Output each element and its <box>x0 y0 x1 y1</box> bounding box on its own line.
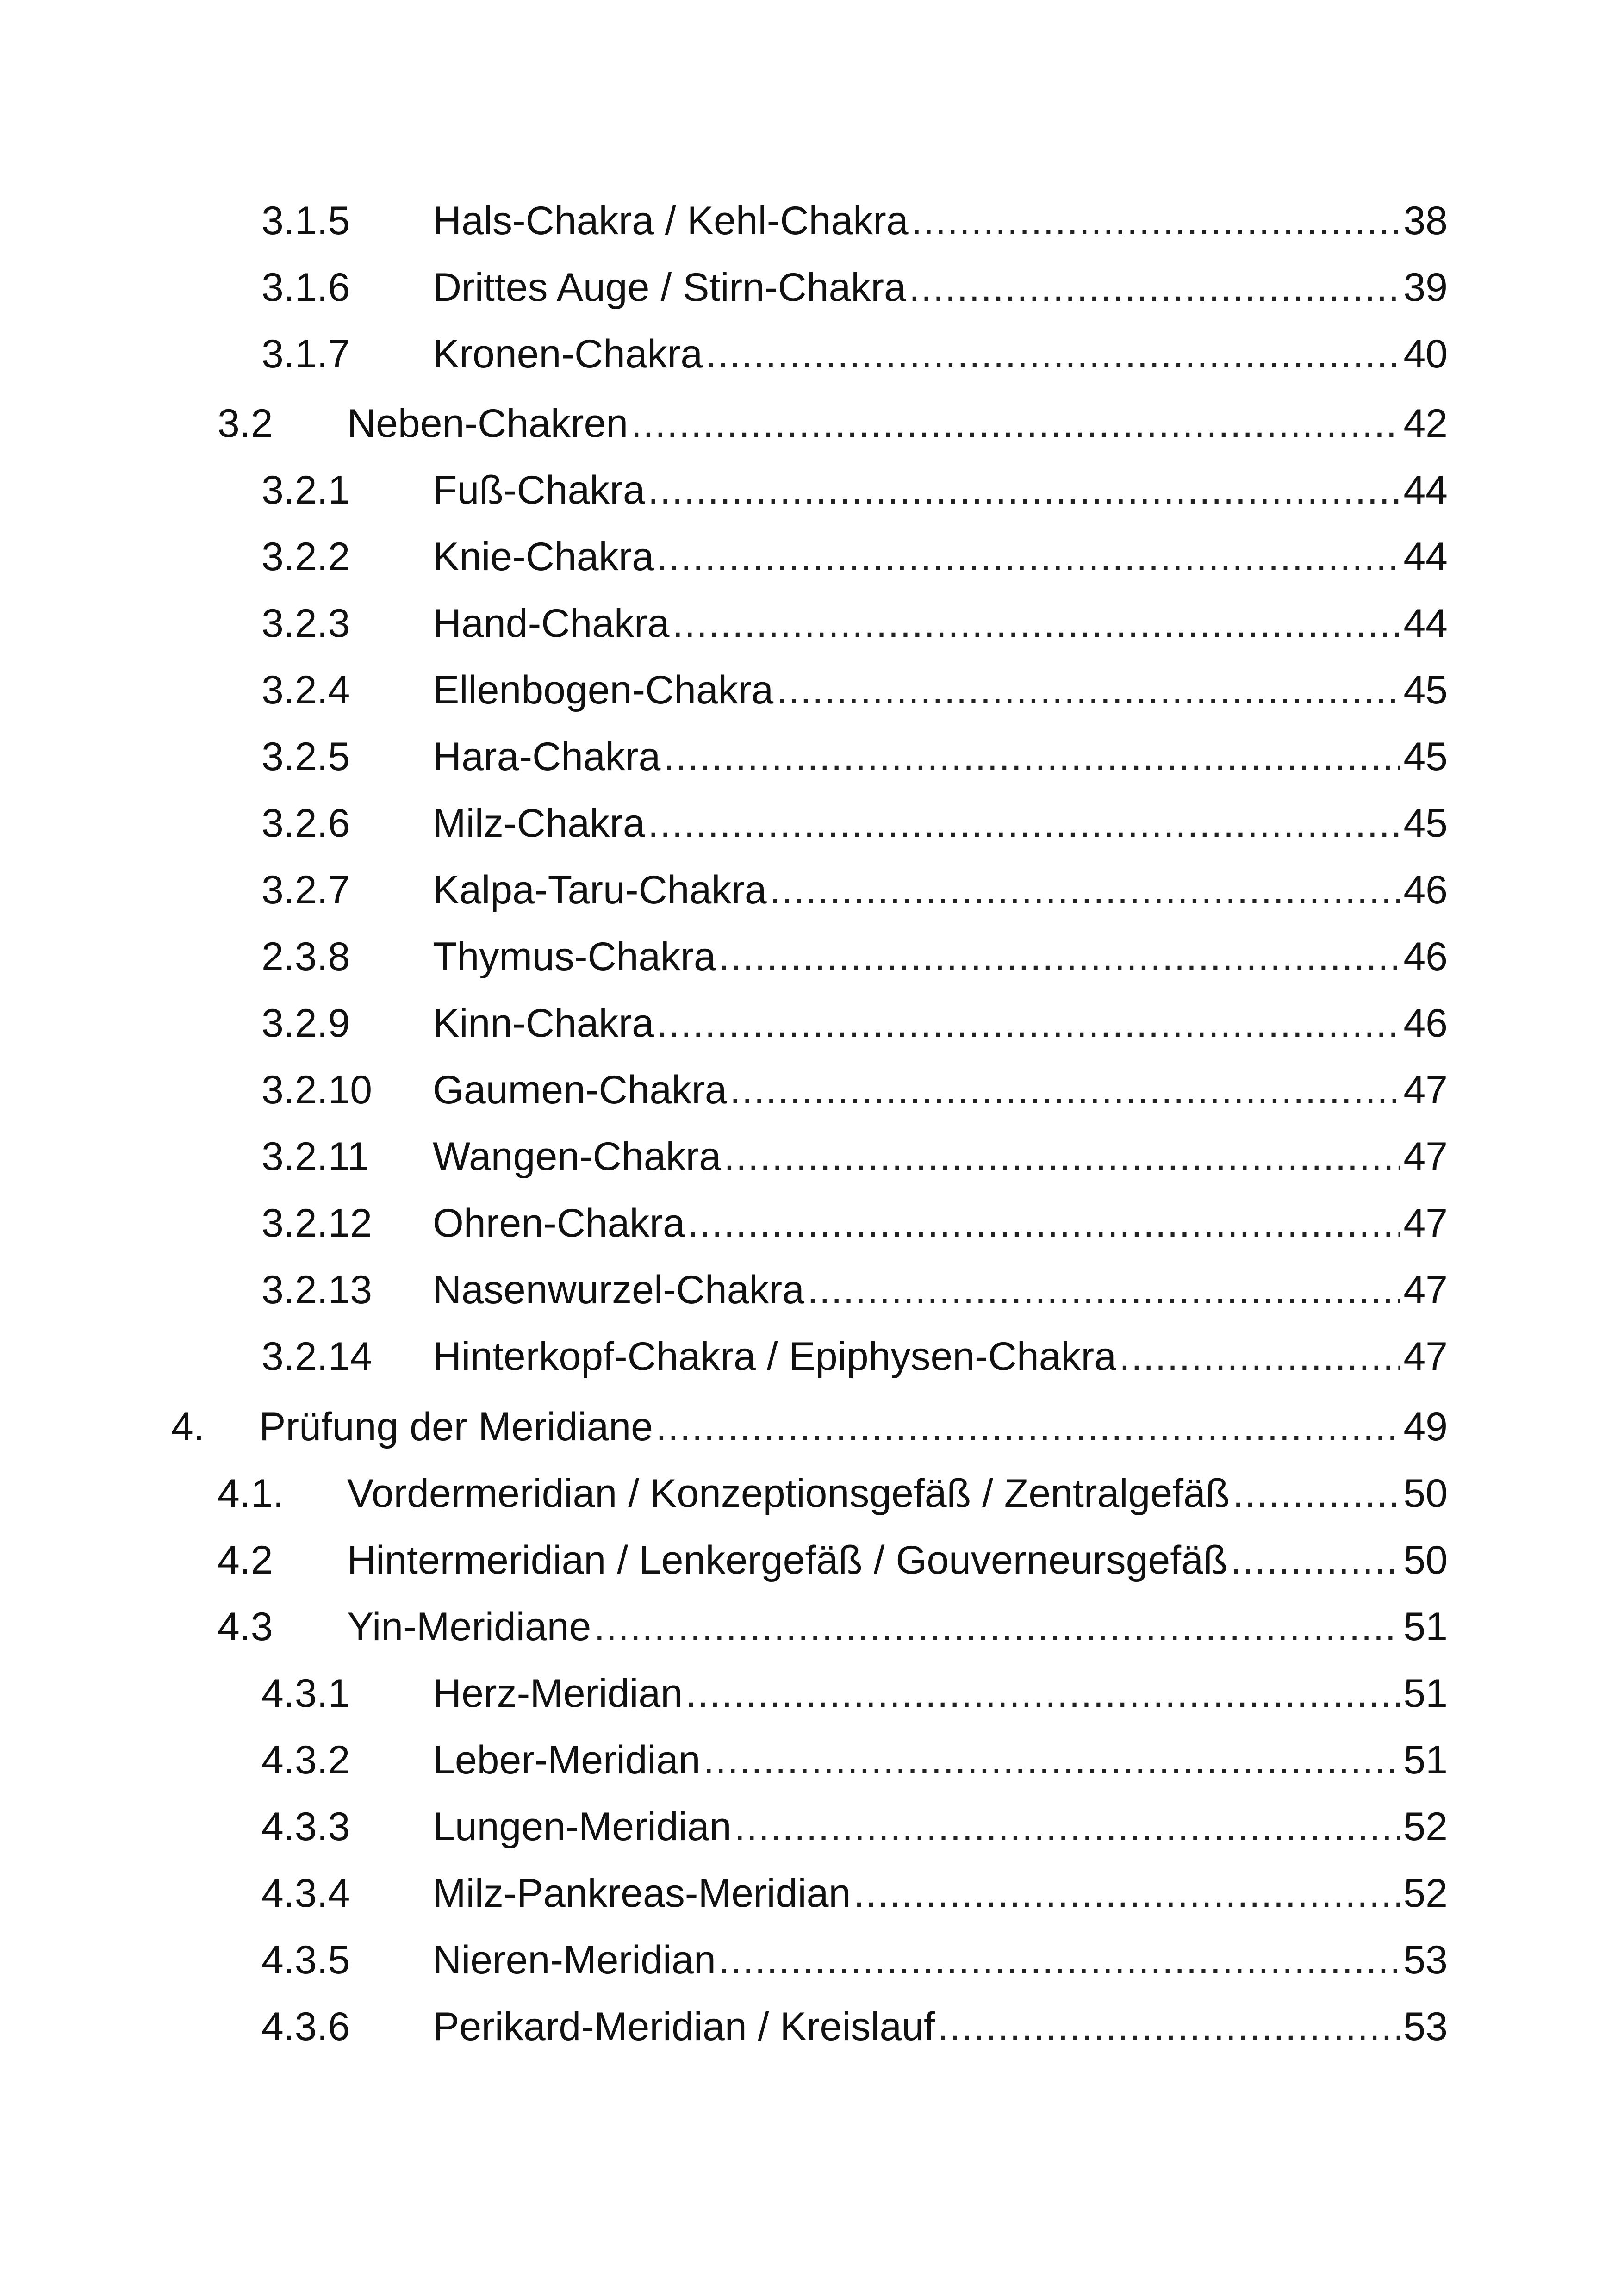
toc-entry[interactable] <box>261 988 1448 1043</box>
toc-entry-number: 3.1.7 <box>261 332 350 376</box>
toc-entry-page-number: 39 <box>1403 265 1448 310</box>
toc-entry-page-number: 42 <box>1403 401 1448 446</box>
toc-dot-leader <box>631 404 1400 443</box>
toc-entry-page-number: 50 <box>1403 1471 1448 1516</box>
toc-dot-leader <box>719 937 1401 977</box>
toc-entry-number: 3.2.2 <box>261 535 350 579</box>
toc-entry-number: 3.2.1 <box>261 468 350 512</box>
toc-entry-number: 3.2.4 <box>261 668 350 712</box>
toc-dot-leader <box>730 1070 1401 1110</box>
toc-dot-leader <box>685 1674 1400 1713</box>
toc-dot-leader <box>724 1137 1400 1176</box>
toc-entry-title: Vordermeridian / Konzeptionsgefäß / Zentralgefäß <box>347 1471 1230 1516</box>
toc-dot-leader <box>648 803 1401 843</box>
toc-dot-leader <box>938 2007 1400 2047</box>
toc-entry-title: Fuß-Chakra <box>433 468 645 512</box>
toc-entry-page-number: 47 <box>1403 1068 1448 1112</box>
toc-entry-title: Ohren-Chakra <box>433 1201 685 1245</box>
toc-entry[interactable] <box>261 1054 1448 1110</box>
toc-dot-leader <box>648 470 1401 510</box>
toc-entry-page-number: 49 <box>1403 1405 1448 1449</box>
toc-dot-leader <box>734 1807 1400 1847</box>
toc-dot-leader <box>909 268 1400 307</box>
toc-entry-page-number: 40 <box>1403 332 1448 376</box>
toc-entry-page-number: 38 <box>1403 199 1448 243</box>
toc-entry-title: Hals-Chakra / Kehl-Chakra <box>433 199 909 243</box>
toc-entry-page-number: 44 <box>1403 468 1448 512</box>
toc-entry[interactable] <box>261 318 1448 374</box>
toc-entry-number: 4.3.4 <box>261 1871 350 1916</box>
toc-entry-page-number: 47 <box>1403 1201 1448 1245</box>
toc-dot-leader <box>594 1607 1400 1647</box>
toc-entry-number: 3.2.12 <box>261 1201 373 1245</box>
toc-entry-page-number: 52 <box>1403 1871 1448 1916</box>
toc-entry-number: 4.2 <box>218 1538 273 1582</box>
toc-entry-title: Knie-Chakra <box>433 535 654 579</box>
toc-entry-title: Neben-Chakren <box>347 401 629 446</box>
toc-entry-number: 2.3.8 <box>261 934 350 979</box>
toc-dot-leader <box>705 334 1400 374</box>
toc-entry-number: 3.2.10 <box>261 1068 373 1112</box>
toc-entry-title: Kronen-Chakra <box>433 332 703 376</box>
toc-entry-title: Milz-Chakra <box>433 801 645 846</box>
toc-entry-number: 3.2.5 <box>261 734 350 779</box>
toc-entry-title: Prüfung der Meridiane <box>259 1405 653 1449</box>
toc-entry-number: 4.1. <box>218 1471 284 1516</box>
toc-entry-title: Perikard-Meridian / Kreislauf <box>433 2004 935 2049</box>
toc-entry[interactable] <box>261 788 1448 846</box>
toc-entry[interactable] <box>218 388 1448 446</box>
toc-entry-number: 4.3.6 <box>261 2004 350 2049</box>
toc-entry-title: Lungen-Meridian <box>433 1804 732 1849</box>
toc-entry-title: Herz-Meridian <box>433 1671 683 1716</box>
toc-entry-title: Leber-Meridian <box>433 1738 701 1782</box>
toc-entry-page-number: 46 <box>1403 934 1448 979</box>
toc-entry-page-number: 51 <box>1403 1738 1448 1782</box>
toc-entry[interactable] <box>261 1858 1448 1916</box>
toc-entry-title: Drittes Auge / Stirn-Chakra <box>433 265 906 310</box>
toc-entry-number: 4. <box>171 1405 205 1449</box>
toc-entry[interactable] <box>218 1524 1448 1580</box>
toc-dot-leader <box>657 1003 1400 1043</box>
toc-entry[interactable] <box>261 1991 1448 2047</box>
toc-entry-number: 4.3.3 <box>261 1804 350 1849</box>
toc-entry-page-number: 46 <box>1403 1001 1448 1045</box>
toc-dot-leader <box>776 670 1400 710</box>
toc-entry-title: Hara-Chakra <box>433 734 661 779</box>
toc-entry-number: 4.3.2 <box>261 1738 350 1782</box>
toc-entry-page-number: 45 <box>1403 801 1448 846</box>
toc-entry-number: 4.3 <box>218 1605 273 1649</box>
toc-entry-page-number: 45 <box>1403 668 1448 712</box>
toc-dot-leader <box>663 737 1400 777</box>
toc-entry[interactable] <box>261 1724 1448 1780</box>
toc-entry-page-number: 44 <box>1403 601 1448 646</box>
toc-entry-title: Milz-Pankreas-Meridian <box>433 1871 851 1916</box>
toc-entry[interactable] <box>261 1658 1448 1716</box>
toc-entry-number: 4.3.1 <box>261 1671 350 1716</box>
toc-entry-number: 3.2.6 <box>261 801 350 846</box>
toc-entry[interactable] <box>261 1121 1448 1179</box>
toc-entry[interactable] <box>261 921 1448 977</box>
toc-entry-title: Yin-Meridiane <box>347 1605 591 1649</box>
toc-entry-number: 3.2.7 <box>261 868 350 912</box>
toc-entry[interactable] <box>261 1791 1448 1847</box>
toc-dot-leader <box>719 1940 1401 1980</box>
toc-entry-page-number: 53 <box>1403 1938 1448 1982</box>
toc-entry-title: Hand-Chakra <box>433 601 670 646</box>
toc-entry-title: Kinn-Chakra <box>433 1001 654 1045</box>
toc-entry[interactable] <box>218 1458 1448 1516</box>
toc-entry-title: Hintermeridian / Lenkergefäß / Gouverneursgefäß <box>347 1538 1228 1582</box>
toc-entry-number: 3.2.14 <box>261 1334 373 1379</box>
toc-entry-page-number: 47 <box>1403 1134 1448 1179</box>
toc-entry-page-number: 50 <box>1403 1538 1448 1582</box>
toc-entry[interactable] <box>261 185 1448 241</box>
toc-entry-title: Kalpa-Taru-Chakra <box>433 868 767 912</box>
toc-dot-leader <box>1119 1337 1400 1376</box>
toc-entry-number: 4.3.5 <box>261 1938 350 1982</box>
toc-entry[interactable] <box>218 1591 1448 1647</box>
toc-dot-leader <box>1232 1474 1400 1513</box>
toc-entry[interactable] <box>261 1254 1448 1310</box>
toc-dot-leader <box>688 1203 1400 1243</box>
toc-entry-page-number: 52 <box>1403 1804 1448 1849</box>
toc-dot-leader <box>770 870 1401 910</box>
toc-dot-leader <box>656 1407 1400 1447</box>
toc-entry[interactable] <box>261 1924 1448 1980</box>
toc-entry-number: 3.2.13 <box>261 1268 373 1312</box>
toc-entry[interactable] <box>261 1188 1448 1243</box>
toc-entry[interactable] <box>261 521 1448 577</box>
toc-entry[interactable] <box>261 854 1448 910</box>
toc-entry[interactable] <box>261 654 1448 710</box>
toc-entry-title: Hinterkopf-Chakra / Epiphysen-Chakra <box>433 1334 1116 1379</box>
toc-entry-number: 3.2.9 <box>261 1001 350 1045</box>
toc-entry-title: Nasenwurzel-Chakra <box>433 1268 804 1312</box>
toc-entry[interactable] <box>261 588 1448 646</box>
toc-entry-title: Ellenbogen-Chakra <box>433 668 774 712</box>
toc-entry[interactable] <box>261 1321 1448 1379</box>
toc-dot-leader <box>911 201 1401 241</box>
toc-dot-leader <box>1231 1540 1401 1580</box>
toc-dot-leader <box>807 1270 1400 1310</box>
toc-entry-number: 3.2.11 <box>261 1134 369 1179</box>
toc-entry-page-number: 53 <box>1403 2004 1448 2049</box>
toc-entry[interactable] <box>171 1391 1448 1447</box>
toc-entry-page-number: 44 <box>1403 535 1448 579</box>
toc-entry[interactable] <box>261 721 1448 777</box>
toc-entry-number: 3.1.5 <box>261 199 350 243</box>
toc-entry-page-number: 51 <box>1403 1671 1448 1716</box>
toc-dot-leader <box>672 604 1400 643</box>
toc-entry-page-number: 45 <box>1403 734 1448 779</box>
toc-entry-title: Thymus-Chakra <box>433 934 716 979</box>
toc-entry-number: 3.2.3 <box>261 601 350 646</box>
toc-entry-page-number: 46 <box>1403 868 1448 912</box>
toc-entry-title: Nieren-Meridian <box>433 1938 716 1982</box>
toc-entry-title: Gaumen-Chakra <box>433 1068 727 1112</box>
toc-entry-title: Wangen-Chakra <box>433 1134 721 1179</box>
toc-entry[interactable] <box>261 252 1448 310</box>
toc-dot-leader <box>853 1873 1400 1913</box>
toc-dot-leader <box>657 537 1400 577</box>
toc-entry-page-number: 47 <box>1403 1268 1448 1312</box>
toc-dot-leader <box>703 1740 1400 1780</box>
toc-entry-page-number: 51 <box>1403 1605 1448 1649</box>
toc-entry-page-number: 47 <box>1403 1334 1448 1379</box>
toc-entry-number: 3.1.6 <box>261 265 350 310</box>
toc-entry[interactable] <box>261 454 1448 510</box>
toc-entry-number: 3.2 <box>218 401 273 446</box>
